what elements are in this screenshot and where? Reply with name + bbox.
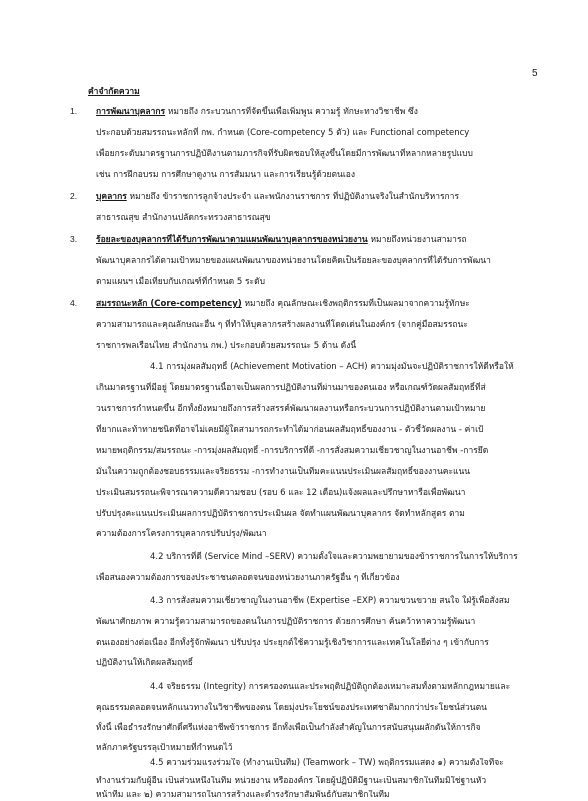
- competency-line: ทั้งนี้ เพื่อธำรงรักษาศักดิ์ศรีแห่งอาชีพข้าราชการ อีกทั้งเพื่อเป็นกำลังสำคัญในการสนับสนุนผลักดันให้การกิจ: [96, 723, 481, 733]
- competency-line: 4.2 บริการที่ดี (Service Mind –SERV) ความตั้งใจและความพยายามของข้าราชการในการให้บริการ: [150, 552, 518, 562]
- definition-line: ประกอบด้วยสมรรถนะหลักที่ กพ. กำหนด (Core-competency 5 ตัว) และ Functional competency: [96, 128, 470, 138]
- definition-term: ร้อยละของบุคลากรที่ได้รับการพัฒนาตามแผนพัฒนาบุคลากรของหน่วยงาน: [96, 235, 368, 245]
- definition-line: เพื่อยกระดับมาตรฐานการปฏิบัติงานตามภารกิจที่รับผิดชอบให้สูงขึ้นโดยมีการพัฒนาที่หลากหลายรูปแบบ: [96, 149, 473, 159]
- competency-line: ปรับปรุงคะแนนประเมินผลการปฏิบัติราชการประเมินผล จัดทำแผนพัฒนาบุคลากร จัดทำหลักสูตร ตาม: [96, 509, 465, 519]
- definition-text: หมายถึง กระบวนการที่จัดขึ้นเพื่อเพิ่มพูน ความรู้ ทักษะทางวิชาชีพ ซึ่ง: [165, 107, 418, 117]
- definition-line: ตามแผนฯ เมื่อเทียบกับเกณฑ์ที่กำหนด 5 ระดับ: [96, 277, 265, 287]
- competency-line: คุณธรรมตลอดจนหลักแนวทางในวิชาชีพของตน โดยมุ่งประโยชน์ของประเทศชาติมากกว่าประโยชน์ส่วนตน: [96, 703, 487, 713]
- definition-line: เช่น การฝึกอบรม การศึกษาดูงาน การสัมมนา และการเรียนรู้ด้วยตนเอง: [96, 170, 356, 180]
- definition-text: หมายถึง คุณลักษณะเชิงพฤติกรรมที่เป็นผลมาจากความรู้ทักษะ: [241, 299, 470, 309]
- section-heading: คำจำกัดความ: [88, 87, 140, 97]
- competency-line: เพื่อสนองความต้องการของประชาชนตลอดจนของหน่วยงานภาครัฐอื่น ๆ ที่เกี่ยวข้อง: [96, 573, 400, 583]
- competency-line: 4.5 ความร่วมแรงร่วมใจ (ทำงานเป็นทีม) (Teamwork – TW) พฤติกรรมแสดง ๑) ความตั้งใจที่จะ: [150, 758, 504, 768]
- definition-text: หมายถึงหน่วยงานสามารถ: [367, 235, 467, 245]
- competency-line: วนราชการกำหนดขึ้น อีกทั้งยังหมายถึงการสร้างสรรค์พัฒนาผลงานหรือกระบวนการปฏิบัติงานตามเป้าหมาย: [96, 404, 486, 414]
- definition-term: บุคลากร: [96, 192, 127, 202]
- competency-line: หน้าทีม และ ๒) ความสามารถในการสร้างและดำรงรักษาสัมพันธ์กับสมาชิกในทีม: [96, 790, 390, 800]
- definition-text: หมายถึง ข้าราชการลูกจ้างประจำ และพนักงานราชการ ที่ปฏิบัติงานจริงในสำนักบริหารการ: [126, 192, 460, 202]
- definition-line: [96, 298, 536, 310]
- competency-line: ปฏิบัติงานให้เกิดผลสัมฤทธิ์: [96, 658, 193, 668]
- competency-line: ตนเองอย่างต่อเนื่อง อีกทั้งรู้จักพัฒนา ปรับปรุง ประยุกต์ใช้ความรู้เชิงวิชาการและเทคโนโลยีต่าง ๆ เข้ากับการ: [96, 638, 489, 648]
- page-number: 5: [532, 68, 538, 79]
- definition-number: 4.: [70, 298, 78, 308]
- definition-line: ราชการพลเรือนไทย สำนักงาน กพ.) ประกอบด้วยสมรรถนะ 5 ด้าน ดังนี้: [96, 341, 357, 351]
- definition-term: การพัฒนาบุคลากร: [96, 107, 166, 117]
- competency-line: มั่นในความถูกต้องชอบธรรมและจริยธรรม -การทำงานเป็นทีมคะแนนประเมินผลสัมฤทธิ์ของงานคะแนน: [96, 467, 471, 477]
- competency-line: 4.4 จริยธรรม (Integrity) การครองตนและประพฤติปฏิบัติถูกต้องเหมาะสมทั้งตามหลักกฎหมายและ: [150, 682, 511, 692]
- definition-term: สมรรถนะหลัก (Core-competency): [96, 299, 242, 309]
- competency-line: ที่ยากและท้าทายชนิดที่อาจไม่เคยมีผู้ใดสามารถกระทำได้มาก่อนผลสัมฤทธิ์ของงาน - ตัวชี้วัดผลงาน - ค่าเป้: [96, 425, 484, 435]
- competency-line: ประเมินสมรรถนะพิจารณาความดีความชอบ (รอบ 6 และ 12 เดือน)แจ้งผลและปรึกษาหารือเพื่อพัฒนา: [96, 488, 466, 498]
- competency-line: พัฒนาศักยภาพ ความรู้ความสามารถของตนในการปฏิบัติราชการ ด้วยการศึกษา ค้นคว้าหาความรู้พัฒนา: [96, 617, 476, 627]
- definition-line: [96, 106, 536, 118]
- competency-line: 4.1 การมุ่งผลสัมฤทธิ์ (Achievement Motivation – ACH) ความมุ่งมั่นจะปฏิบัติราชการให้ดีหรือให้: [150, 362, 514, 372]
- competency-line: หลักภาครัฐบรรลุเป้าหมายที่กำหนดไว้: [96, 743, 233, 753]
- definition-line: [96, 234, 536, 246]
- competency-line: เกินมาตรฐานที่มีอยู่ โดยมาตรฐานนี้อาจเป็นผลการปฏิบัติงานที่ผ่านมาของตนเอง หรือเกณฑ์วัดผลสัมฤทธิ์ที่ส่: [96, 383, 486, 393]
- definition-line: ความสามารถและคุณลักษณะอื่น ๆ ที่ทำให้บุคลากรสร้างผลงานที่โดดเด่นในองค์กร (จากคู่มือสมรรถนะ: [96, 320, 468, 330]
- definition-number: 1.: [70, 106, 78, 116]
- definition-line: สาธารณสุข สำนักงานปลัดกระทรวงสาธารณสุข: [96, 213, 271, 223]
- competency-line: หมายพฤติกรรม/สมรรถนะ -การมุ่งผลสัมฤทธิ์ -การบริการที่ดี -การสั่งสมความเชี่ยวชาญในงานอาชีพ -การยึด: [96, 446, 489, 456]
- competency-line: ทำงานร่วมกับผู้อื่น เป็นส่วนหนึ่งในทีม หน่วยงาน หรือองค์กร โดยผู้ปฏิบัติมีฐานะเป็นสมาชิกในทีมมิใช่ฐานหัว: [96, 776, 487, 786]
- definition-line: พัฒนาบุคลากรได้ตามเป้าหมายของแผนพัฒนาของหน่วยงานโดยคิดเป็นร้อยละของบุคลากรที่ได้รับการพัฒนา: [96, 256, 491, 266]
- definition-number: 2.: [70, 191, 78, 201]
- definition-line: [96, 191, 536, 203]
- competency-line: 4.3 การสั่งสมความเชี่ยวชาญในงานอาชีพ (Expertise –EXP) ความขวนขวาย สนใจ ใฝ่รู้เพื่อสั่งสม: [150, 596, 510, 606]
- competency-line: ความต้องการโครงการบุคลากรปรับปรุง/พัฒนา: [96, 529, 267, 539]
- definition-number: 3.: [70, 234, 78, 244]
